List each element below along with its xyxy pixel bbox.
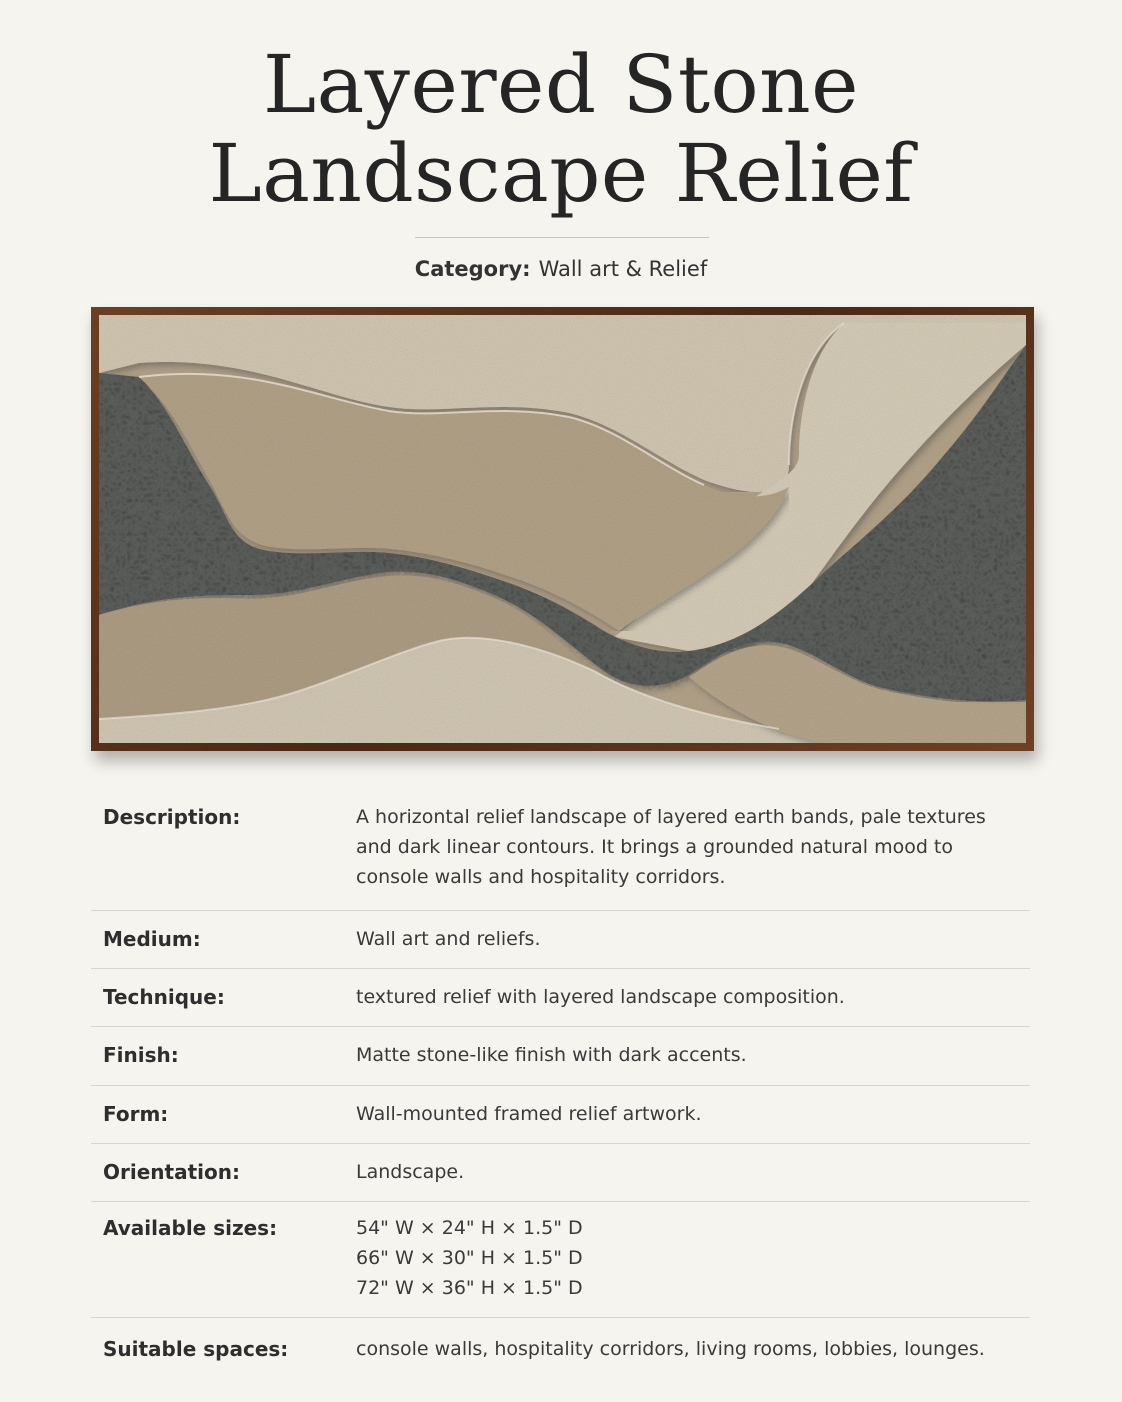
description-line: A horizontal relief landscape of layered earth bands, pale textures xyxy=(356,806,986,828)
spec-row-description xyxy=(91,792,1030,911)
spec-label: Available sizes: xyxy=(103,1216,278,1240)
description-line: and dark linear contours. It brings a grounded natural mood to xyxy=(356,836,954,858)
category-value: Wall art & Relief xyxy=(538,257,708,281)
spec-row-medium xyxy=(91,911,1030,969)
spec-value: Matte stone-like finish with dark accents. xyxy=(356,1044,747,1066)
spec-row-finish xyxy=(91,1027,1030,1086)
spec-row-technique xyxy=(91,969,1030,1027)
spec-value: textured relief with layered landscape composition. xyxy=(356,986,845,1008)
spec-label: Orientation: xyxy=(103,1160,240,1184)
spec-table xyxy=(91,792,1030,1378)
spec-row-spaces xyxy=(91,1318,1030,1378)
title-divider xyxy=(415,237,709,238)
spec-label: Technique: xyxy=(103,985,225,1009)
title-line-1: Layered Stone xyxy=(262,38,860,131)
spec-value: Wall-mounted framed relief artwork. xyxy=(356,1103,702,1125)
size-option: 72" W × 36" H × 1.5" D xyxy=(356,1277,583,1299)
title-line-2: Landscape Relief xyxy=(208,127,914,220)
spec-row-orientation xyxy=(91,1144,1030,1202)
spec-row-form xyxy=(91,1086,1030,1144)
spec-value xyxy=(356,802,1030,910)
spec-label: Form: xyxy=(103,1102,169,1126)
size-option: 54" W × 24" H × 1.5" D xyxy=(356,1217,583,1239)
spec-label: Finish: xyxy=(103,1043,179,1067)
description-line: console walls and hospitality corridors. xyxy=(356,866,726,888)
spec-value xyxy=(356,1213,1030,1317)
spec-label: Suitable spaces: xyxy=(103,1337,289,1361)
page-title xyxy=(0,40,1122,218)
spec-value: Landscape. xyxy=(356,1161,465,1183)
spec-row-sizes xyxy=(91,1202,1030,1318)
spec-label: Description: xyxy=(103,805,241,829)
category-line xyxy=(0,254,1122,284)
size-option: 66" W × 30" H × 1.5" D xyxy=(356,1247,583,1269)
artwork-frame xyxy=(91,307,1034,751)
spec-label: Medium: xyxy=(103,927,201,951)
artwork-image xyxy=(99,315,1026,743)
category-label: Category: xyxy=(414,257,531,281)
spec-value: Wall art and reliefs. xyxy=(356,928,541,950)
spec-value: console walls, hospitality corridors, living rooms, lobbies, lounges. xyxy=(356,1338,985,1360)
